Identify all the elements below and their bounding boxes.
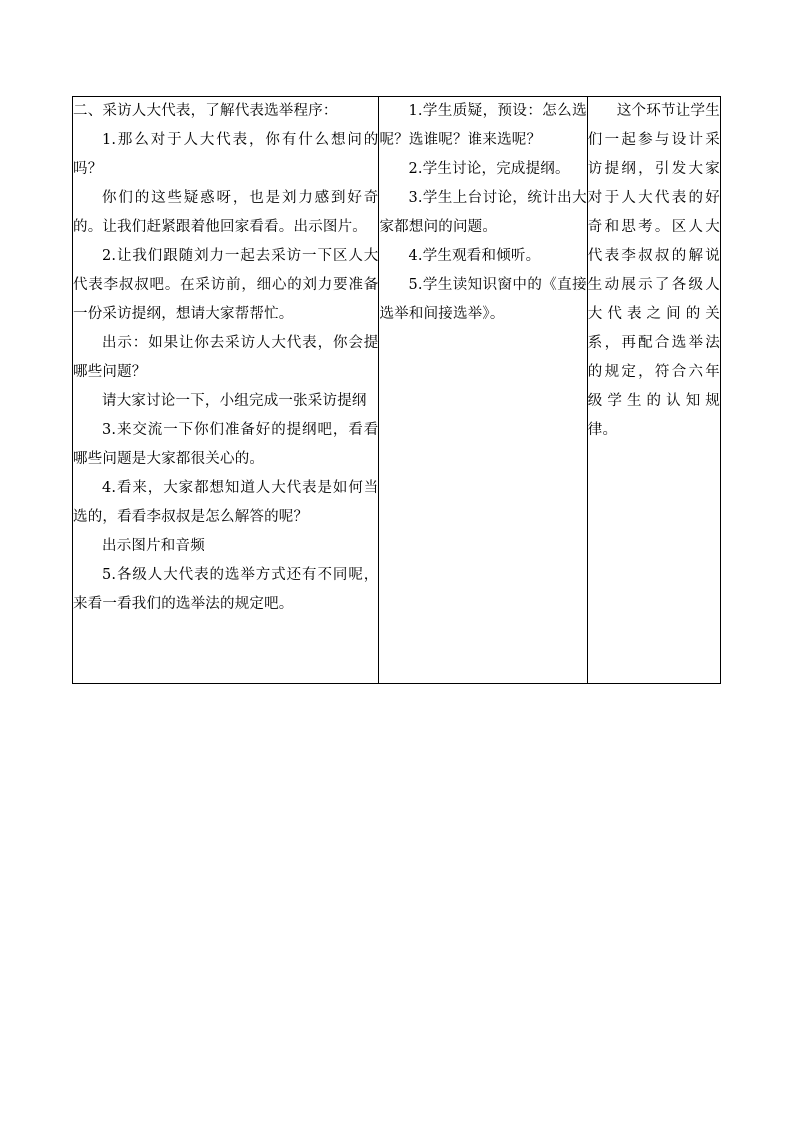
student-paragraph-3: 3.学生上台讨论，统计出大家都想问的问题。 [379,190,587,235]
student-activity-cell [379,97,587,684]
teacher-paragraph-1: 1.那么对于人大代表，你有什么想问的吗？ [73,132,379,177]
teacher-paragraph-3: 2.让我们跟随刘力一起去采访一下区人大代表李叔叔吧。在采访前，细心的刘力要准备一份采访提纲，想请大家帮帮忙。 [73,248,379,322]
lesson-plan-table [72,96,721,684]
teacher-paragraph-2: 你们的这些疑惑呀，也是刘力感到好奇的。让我们赶紧跟着他回家看看。出示图片。 [73,190,379,235]
design-intent-cell [587,97,720,684]
teacher-paragraph-9: 5.各级人大代表的选举方式还有不同呢，来看一看我们的选举法的规定吧。 [73,567,379,612]
student-paragraph-2: 2.学生讨论，完成提纲。 [408,161,570,177]
teacher-paragraph-5: 请大家讨论一下，小组完成一张采访提纲 [102,393,367,409]
student-paragraph-1: 1.学生质疑，预设：怎么选呢？选谁呢？谁来选呢？ [379,103,587,148]
section-heading: 二、采访人大代表，了解代表选举程序： [73,103,338,119]
teacher-paragraph-6: 3.来交流一下你们准备好的提纲吧，看看哪些问题是大家都很关心的。 [73,422,379,467]
teacher-paragraph-8: 出示图片和音频 [102,538,205,554]
table-row [73,97,721,684]
teacher-paragraph-4: 出示：如果让你去采访人大代表，你会提哪些问题？ [73,335,379,380]
student-paragraph-5: 5.学生读知识窗中的《直接选举和间接选举》。 [379,277,587,322]
teacher-paragraph-7: 4.看来，大家都想知道人大代表是如何当选的，看看李叔叔是怎么解答的呢？ [73,480,379,525]
design-intent-paragraph: 这个环节让学生们一起参与设计采访提纲，引发大家对于人大代表的好奇和思考。区人大代表李叔叔的解说生动展示了各级人大代表之间的关系，再配合选举法的规定，符合六年级学生的认知规律。 [587,103,720,438]
teacher-activity-cell [73,97,379,684]
student-paragraph-4: 4.学生观看和倾听。 [408,248,541,264]
